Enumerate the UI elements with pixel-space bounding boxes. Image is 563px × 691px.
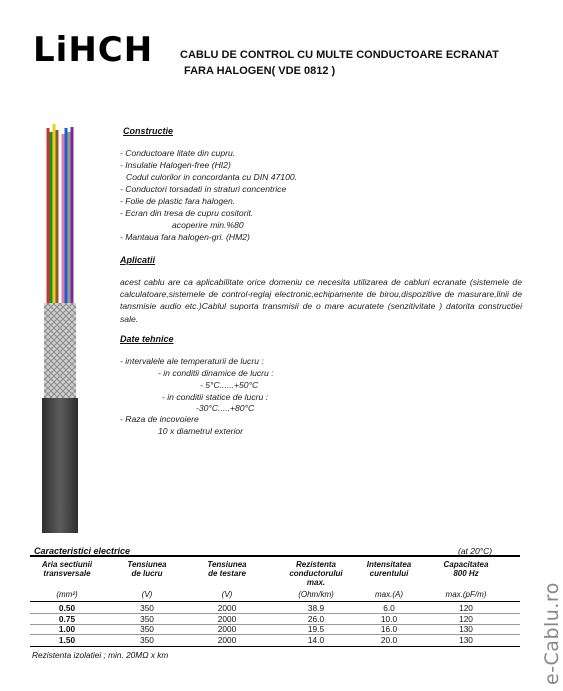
table-cell: 1.50 (58, 634, 76, 645)
column-header: Rezistenta (295, 560, 336, 569)
table-header-rule (30, 601, 520, 602)
column-header: Capacitatea (443, 560, 489, 569)
construction-line: - Mantaua fara halogen-gri. (HM2) (120, 232, 250, 242)
construction-heading: Constructie (123, 126, 174, 136)
table-cell: 2000 (217, 603, 237, 613)
column-unit: max.(pF/m) (445, 590, 487, 599)
table-cell: 130 (459, 624, 473, 634)
column-header: Tensiunea (127, 560, 167, 569)
column-header: curentului (369, 569, 409, 578)
construction-line: - Conductori torsadati in straturi concentrice (120, 184, 287, 194)
table-top-rule (30, 555, 520, 557)
column-unit: (V) (141, 590, 153, 599)
applications-heading: Aplicatii (120, 255, 156, 265)
table-cell: 0.75 (58, 613, 76, 624)
technical-line: 10 x diametrul exterior (158, 426, 244, 436)
construction-line: acoperire min.%80 (172, 220, 244, 230)
table-cell: 38.9 (307, 603, 325, 613)
column-header: max. (306, 578, 326, 587)
cable-illustration (30, 118, 90, 538)
watermark (521, 545, 563, 685)
column-unit: max.(A) (375, 590, 403, 599)
table-cell: 19.5 (307, 624, 325, 634)
column-header: transversale (43, 569, 91, 578)
table-cell: 10.0 (380, 613, 398, 624)
watermark-text: e-Cablu.ro (541, 582, 563, 685)
technical-line: - in conditii statice de lucru : (162, 392, 269, 402)
table-cell: 120 (459, 613, 473, 624)
column-unit: (V) (221, 590, 233, 599)
column-unit: (Ohm/km) (298, 590, 334, 599)
table-cell: 350 (140, 634, 154, 645)
page-title-line1: CABLU DE CONTROL CU MULTE CONDUCTOARE ECRANAT (180, 49, 499, 61)
applications-text: acest cablu are ca aplicabilitate orice domeniu ce necesita utilizarea de cabluri ecranate (sistemele de calculatoare,sistemele de control-reglaj electronic,echipamente de birou,dispozitive de masurare,linii de tansmisie audio etc.)Cablul suporta transmisii de o mare acuratete (senzitivitate ) datorita constructiei sale. (120, 277, 522, 324)
table-cell: 350 (140, 624, 154, 634)
brand-logo: LiHCH (33, 30, 154, 70)
braid-shield (44, 303, 76, 398)
table-cell: 14.0 (307, 634, 325, 645)
table-cell: 20.0 (380, 634, 398, 645)
page-title-line2: FARA HALOGEN( VDE 0812 ) (184, 65, 336, 77)
technical-line: - Raza de incovoiere (120, 414, 199, 424)
technical-line: - 5°C......+50°C (200, 380, 259, 390)
table-cell: 0.50 (58, 603, 76, 613)
column-header: conductorului (289, 569, 343, 578)
table-row-rule (30, 634, 520, 635)
column-unit: (mm²) (56, 590, 78, 599)
column-header: Intensitatea (366, 560, 412, 569)
table-cell: 2000 (217, 634, 237, 645)
table-cell: 120 (459, 603, 473, 613)
table-cell: 2000 (217, 624, 237, 634)
technical-line: -30°C.....+80°C (196, 403, 255, 413)
table-bottom-rule (30, 646, 520, 647)
construction-line: - Conductoare litate din cupru. (120, 148, 236, 158)
technical-line: - in conditii dinamice de lucru : (158, 368, 274, 378)
table-footnote: Rezistenta izolatiei ; min. 20MΩ x km (32, 650, 169, 660)
outer-jacket (42, 398, 78, 533)
table-cell: 2000 (217, 613, 237, 624)
construction-line: - Insulatie Halogen-free (HI2) (120, 160, 231, 170)
table-cell: 1.00 (58, 624, 76, 634)
construction-line: - Folie de plastic fara halogen. (120, 196, 236, 206)
table-row-rule (30, 613, 520, 614)
table-cell: 130 (459, 634, 473, 645)
column-header: 800 Hz (453, 569, 479, 578)
construction-line: - Ecran din tresa de cupru cositorit. (120, 208, 254, 218)
table-row-rule (30, 624, 520, 625)
technical-line: - intervalele ale temperaturii de lucru : (120, 356, 264, 366)
technical-heading: Date tehnice (120, 334, 174, 344)
column-header: de testare (208, 569, 246, 578)
table-cell: 350 (140, 603, 154, 613)
table-temperature: (at 20°C) (458, 546, 493, 556)
table-title: Caracteristici electrice (34, 546, 131, 556)
conductor-wires (48, 124, 72, 303)
column-header: Tensiunea (207, 560, 247, 569)
construction-line: Codul culorilor in concordanta cu DIN 47100. (126, 172, 298, 182)
table-cell: 16.0 (380, 624, 398, 634)
table-cell: 26.0 (307, 613, 325, 624)
column-header: Aria sectiunii (41, 560, 93, 569)
table-cell: 350 (140, 613, 154, 624)
table-cell: 6.0 (383, 603, 395, 613)
column-header: de lucru (131, 569, 163, 578)
